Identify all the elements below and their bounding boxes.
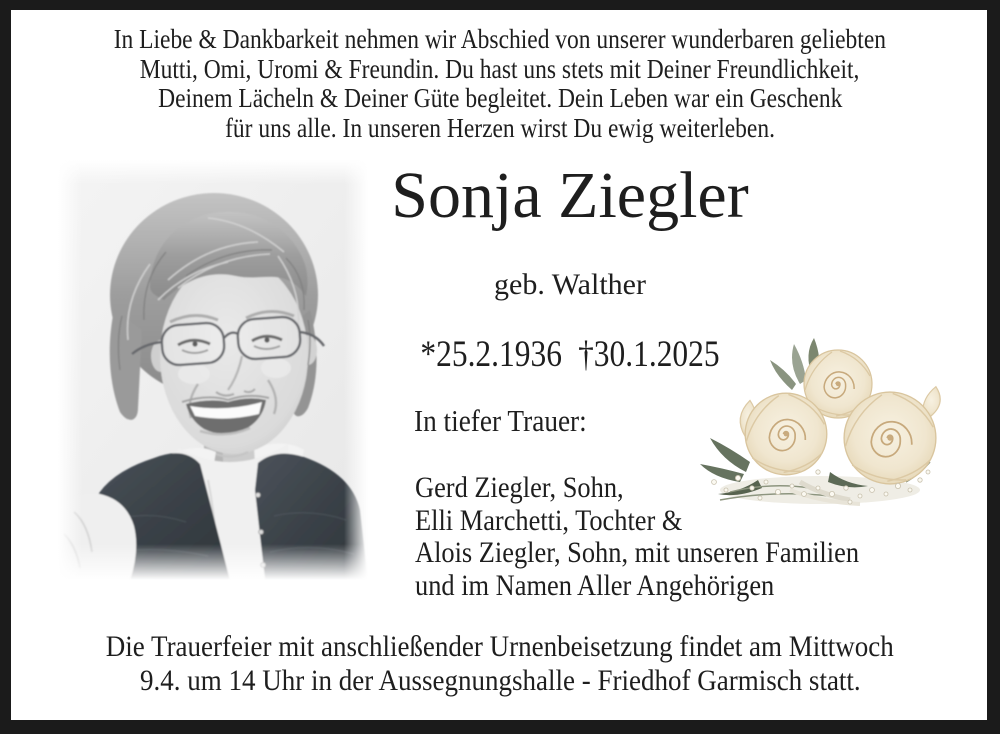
mourner-line: und im Namen Aller Angehörigen	[415, 568, 775, 602]
funeral-line: 9.4. um 14 Uhr in der Aussegnungshalle - Friedhof Garmisch statt.	[139, 663, 861, 697]
mourner-line: Elli Marchetti, Tochter &	[415, 503, 683, 537]
intro-line: für uns alle. In unseren Herzen wirst Du ewig weiterleben.	[225, 112, 775, 143]
funeral-line: Die Trauerfeier mit anschließender Urnenbeisetzung findet am Mittwoch	[105, 630, 895, 663]
intro-line: Deinem Lächeln & Deiner Güte begleitet. Dein Leben war ein Geschenk	[157, 83, 843, 113]
deceased-name: Sonja Ziegler	[391, 159, 749, 232]
mourners-list	[415, 472, 920, 602]
portrait-photo	[58, 160, 368, 580]
intro-paragraph	[0, 25, 1000, 143]
funeral-info	[0, 630, 1000, 697]
mourner-line: Gerd Ziegler, Sohn,	[415, 471, 624, 504]
birth-date: *25.2.1936	[420, 334, 562, 375]
maiden-name: geb. Walther	[494, 268, 646, 301]
portrait-illustration	[58, 160, 368, 580]
mourner-line: Alois Ziegler, Sohn, mit unseren Familien	[415, 536, 860, 569]
intro-line: Mutti, Omi, Uromi & Freundin. Du hast uns stets mit Deiner Freundlichkeit,	[140, 53, 860, 84]
intro-line: In Liebe & Dankbarkeit nehmen wir Abschied von unserer wunderbaren geliebten	[113, 24, 887, 54]
life-dates	[378, 333, 762, 376]
mourning-label: In tiefer Trauer:	[414, 403, 587, 438]
death-date: †30.1.2025	[578, 334, 720, 375]
